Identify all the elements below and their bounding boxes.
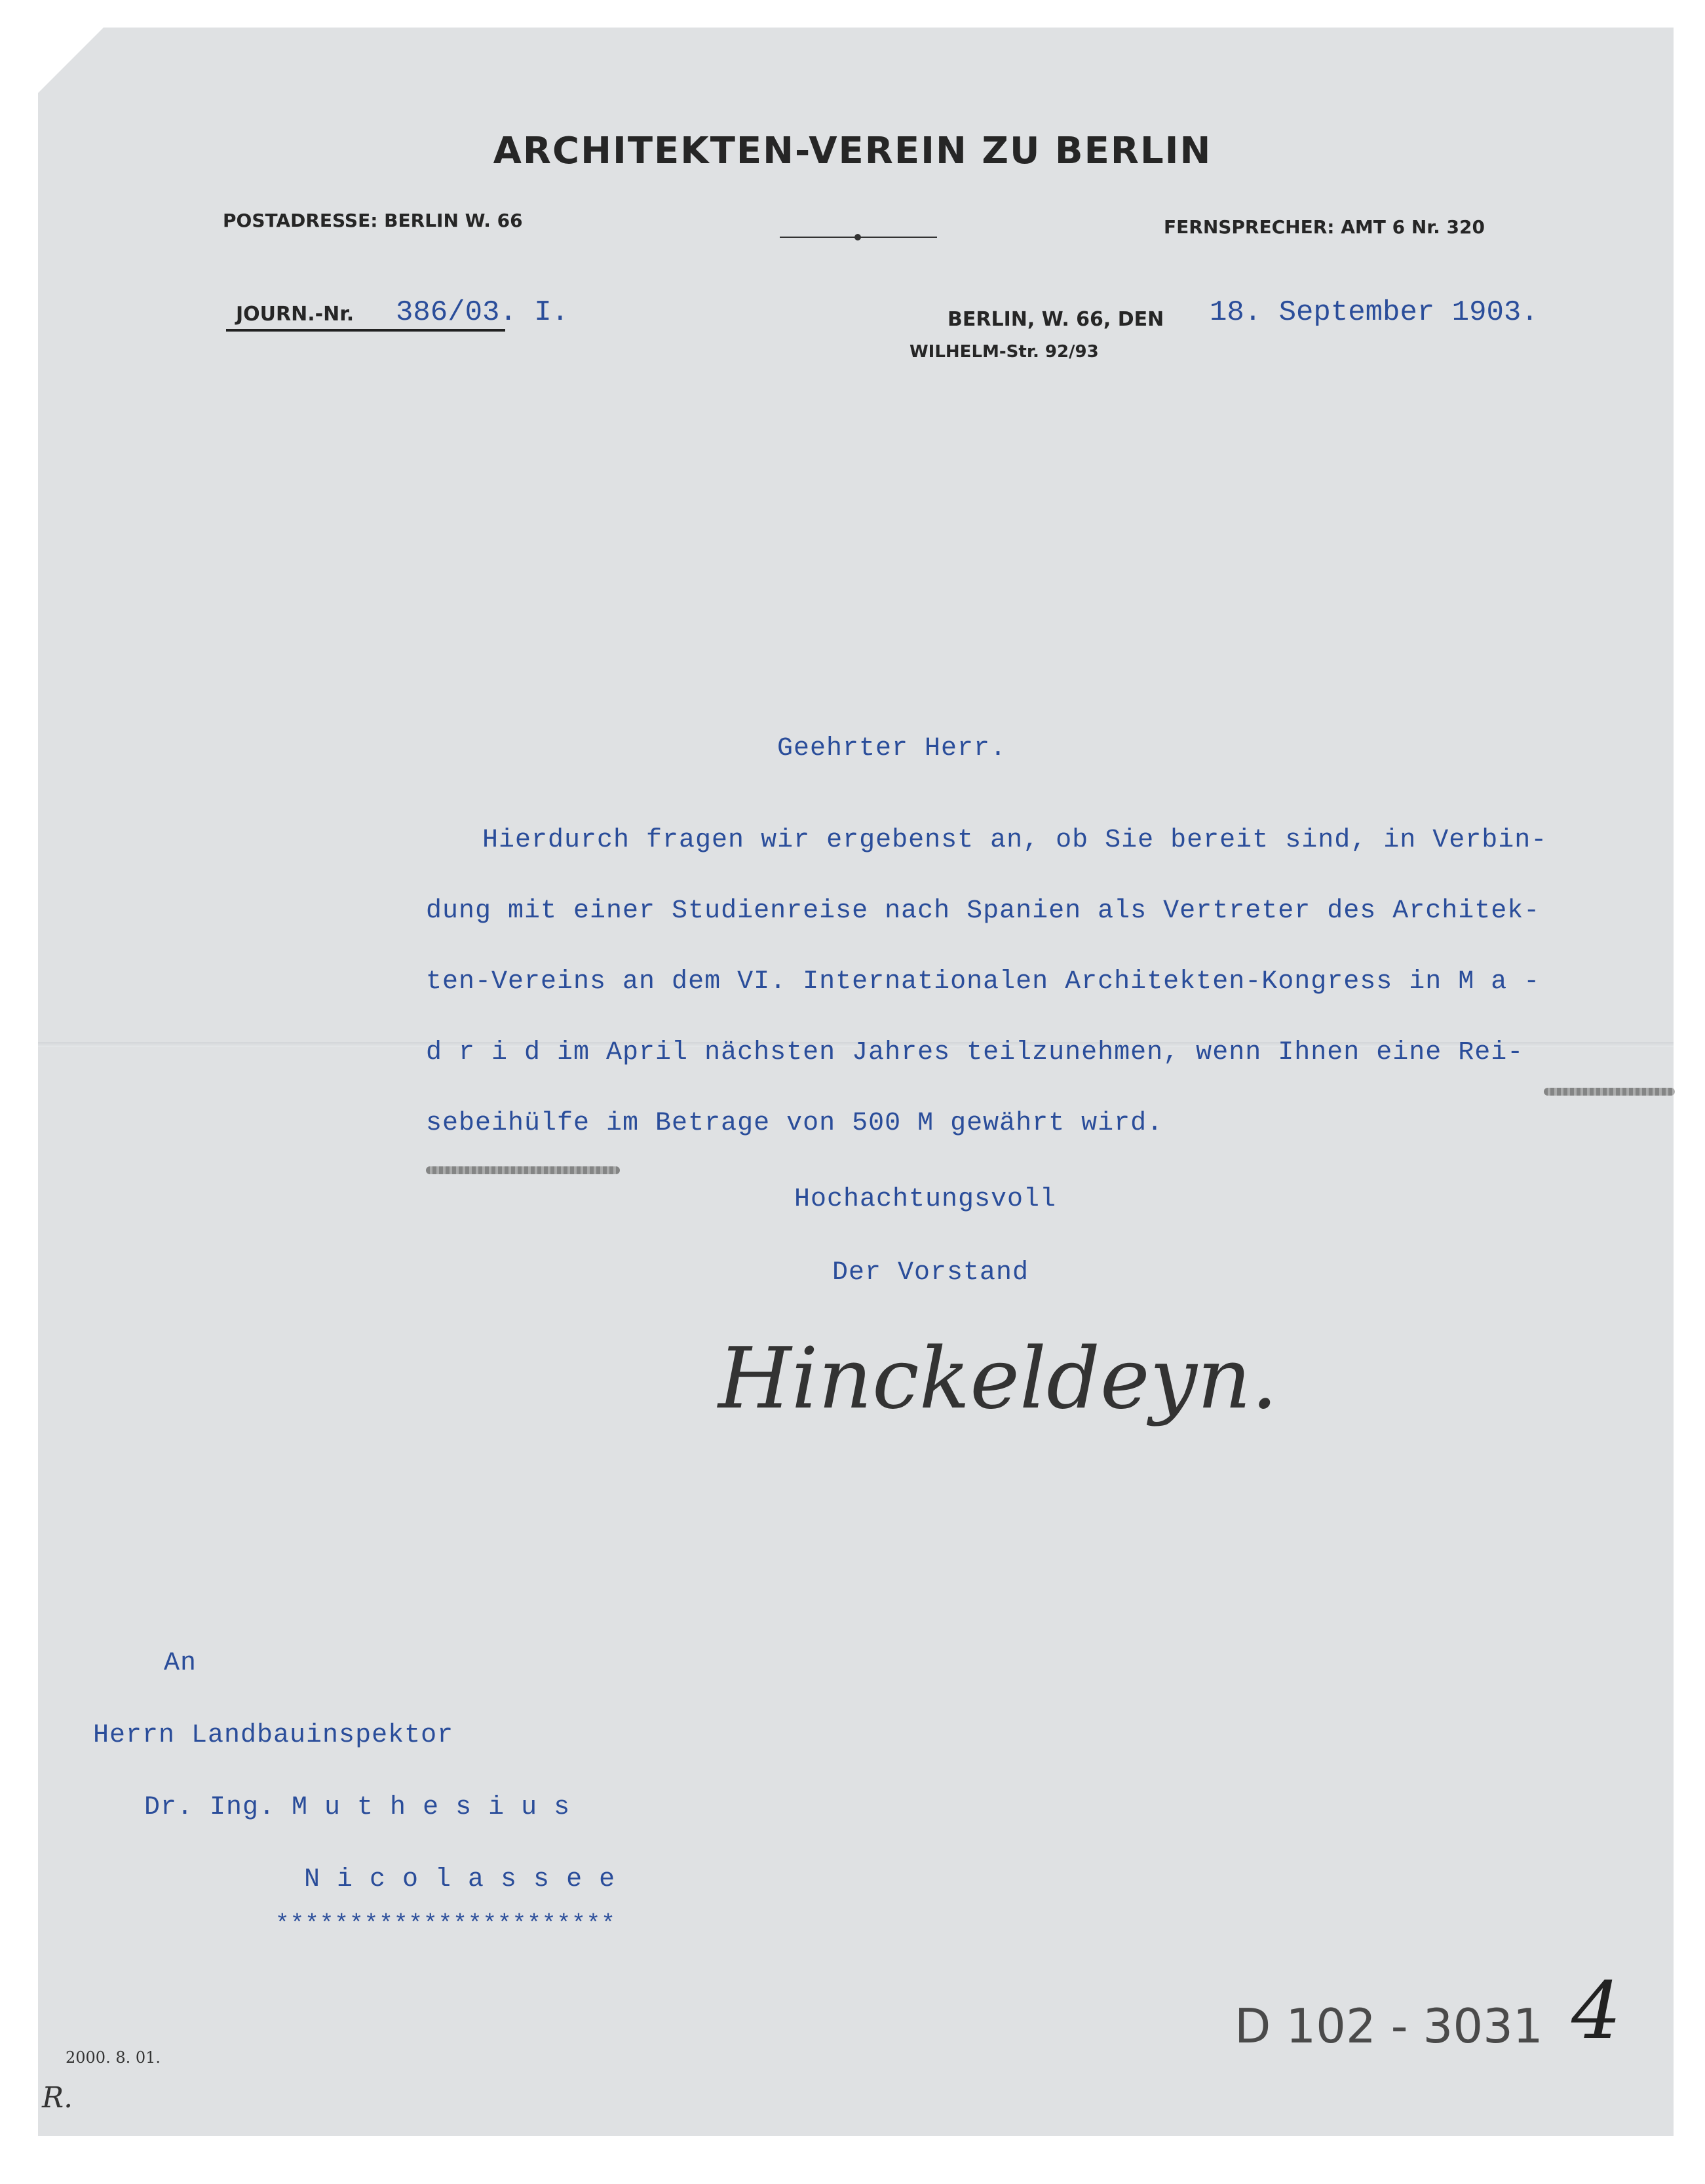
address-recipient-name: Dr. Ing. M u t h e s i u s <box>144 1793 571 1822</box>
journal-underline <box>226 329 505 332</box>
closing: Hochachtungsvoll <box>794 1185 1057 1214</box>
body-line: sebeihülfe im Betrage von 500 M gewährt wird. <box>426 1109 1164 1138</box>
place-label: BERLIN, W. 66, DEN <box>948 308 1164 331</box>
street-address: WILHELM-Str. 92/93 <box>910 342 1099 362</box>
signatory: Der Vorstand <box>832 1258 1029 1288</box>
handwritten-signature: Hinckeldeyn. <box>718 1330 1278 1428</box>
letterhead-ornament <box>780 233 937 241</box>
address-recipient-title: Herrn Landbauinspektor <box>93 1721 454 1750</box>
letterhead-title: ARCHITEKTEN-VEREIN ZU BERLIN <box>493 130 1212 172</box>
body-line: d r i d im April nächsten Jahres teilzunehmen, wenn Ihnen eine Rei- <box>426 1038 1524 1067</box>
phone-number: FERNSPRECHER: AMT 6 Nr. 320 <box>1164 216 1485 238</box>
pencil-underline <box>1544 1088 1675 1096</box>
letter-date: 18. September 1903. <box>1210 296 1539 329</box>
address-stars: *********************** <box>275 1911 616 1938</box>
archive-number: D 102 - 3031 <box>1235 1999 1543 2054</box>
journal-label: JOURN.-Nr. <box>236 303 354 326</box>
pencil-underline <box>426 1166 620 1174</box>
address-to: An <box>164 1649 197 1678</box>
initial-mark: R. <box>42 2081 73 2115</box>
postal-address: POSTADRESSE: BERLIN W. 66 <box>223 210 523 231</box>
handwritten-mark: 4 <box>1571 1966 1622 2057</box>
body-line: Hierdurch fragen wir ergebenst an, ob Sie bereit sind, in Verbin- <box>482 826 1548 855</box>
address-location: N i c o l a s s e e <box>304 1865 616 1894</box>
print-code: 2000. 8. 01. <box>66 2048 161 2067</box>
body-line: dung mit einer Studienreise nach Spanien als Vertreter des Architek- <box>426 896 1541 926</box>
journal-number: 386/03. I. <box>396 296 569 329</box>
salutation: Geehrter Herr. <box>777 734 1007 763</box>
body-line: ten-Vereins an dem VI. Internationalen Architekten-Kongress in M a - <box>426 967 1541 997</box>
